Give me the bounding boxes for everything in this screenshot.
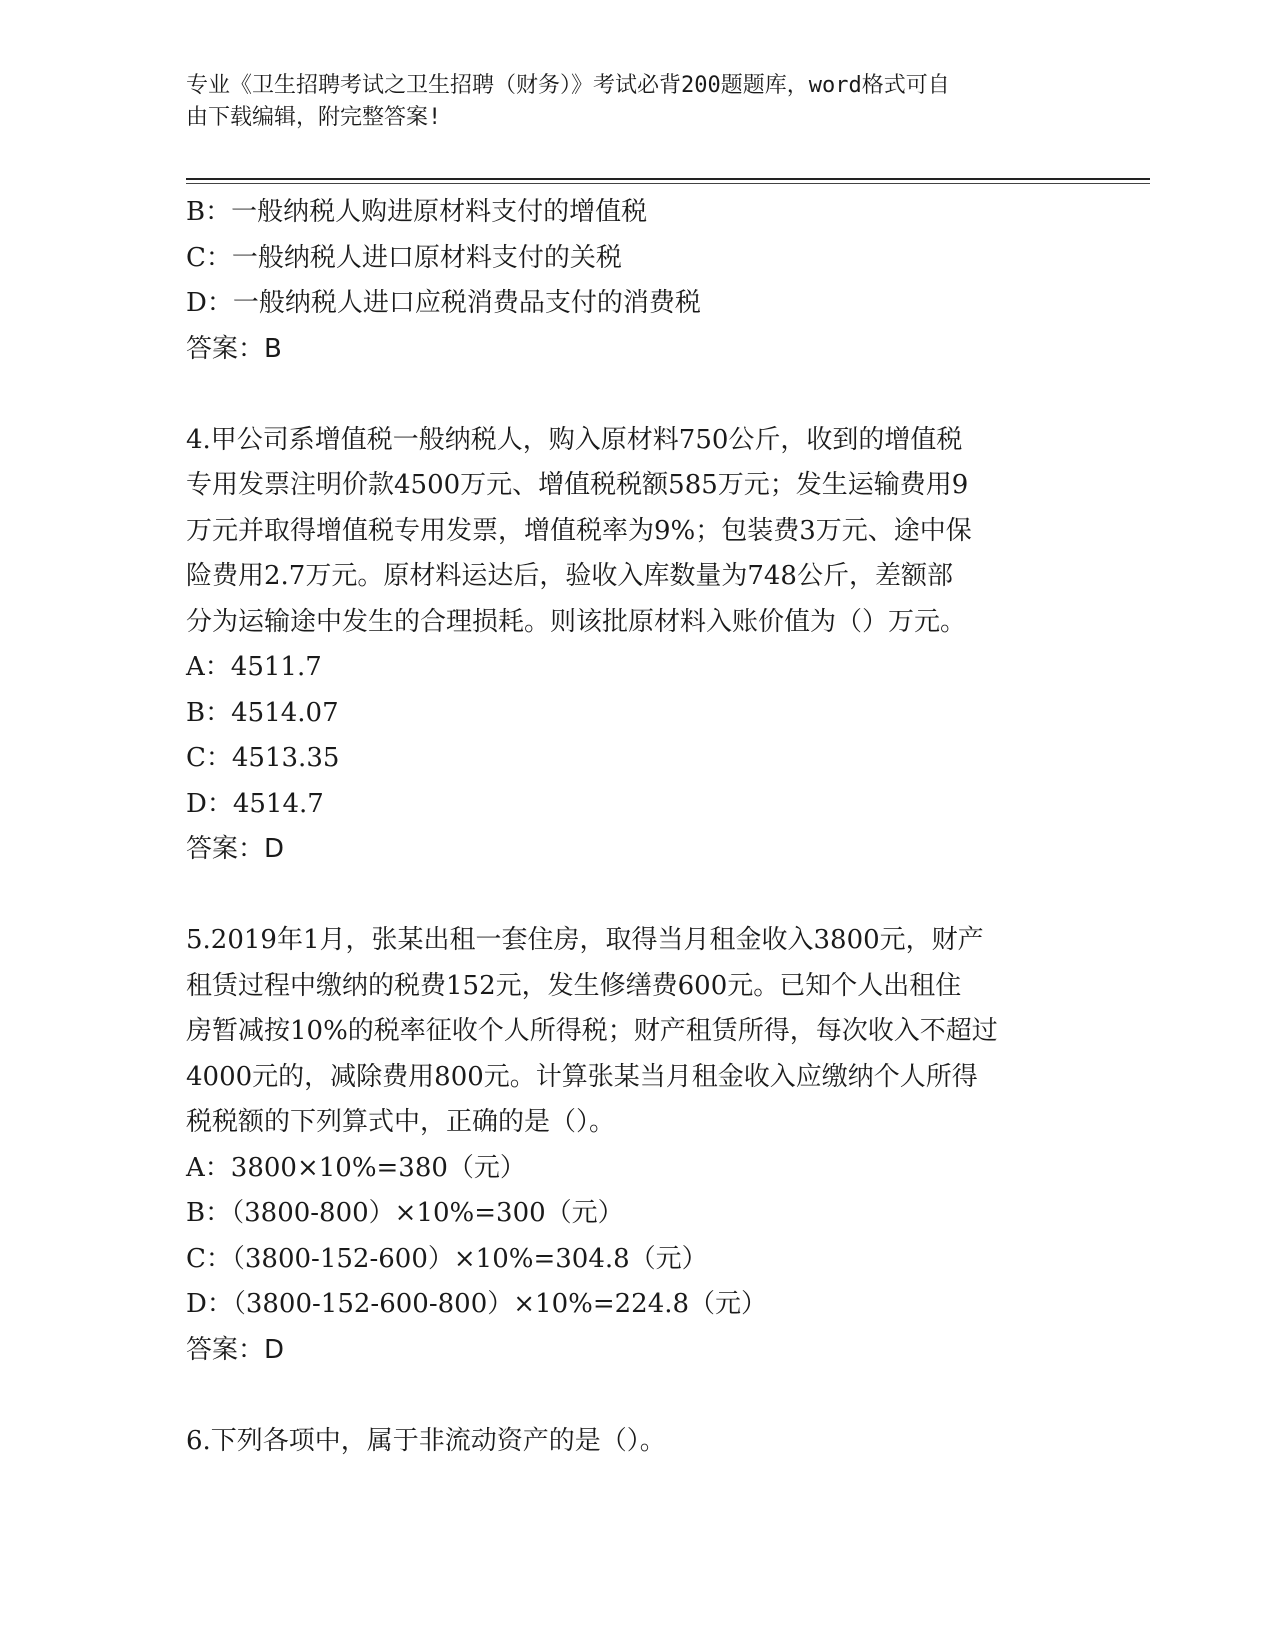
question-5-line-2: 租赁过程中缴纳的税费152元，发生修缮费600元。已知个人出租住: [186, 970, 962, 1001]
question-4-line-5: 分为运输途中发生的合理损耗。则该批原材料入账价值为（）万元。: [186, 606, 967, 637]
option-a: A：3800×10%=380（元）: [186, 1152, 526, 1183]
question-6-line-1: 6.下列各项中，属于非流动资产的是（）。: [186, 1425, 666, 1456]
answer-line: 答案：D: [186, 834, 285, 864]
question-4-line-3: 万元并取得增值税专用发票，增值税率为9%；包装费3万元、途中保: [186, 515, 972, 546]
question-5-line-3: 房暂减按10%的税率征收个人所得税；财产租赁所得，每次收入不超过: [186, 1016, 998, 1046]
question-6-block: [186, 1419, 1086, 1465]
header-line-1: 专业《卫生招聘考试之卫生招聘（财务）》考试必背200题题库，word格式可自: [186, 73, 950, 98]
question-5-line-4: 4000元的，减除费用800元。计算张某当月租金收入应缴纳个人所得: [186, 1061, 978, 1092]
header-rule-thick: [186, 178, 1150, 180]
spacer: [186, 873, 1086, 919]
option-c: C：（3800-152-600）×10%=304.8（元）: [186, 1243, 708, 1274]
question-4-block: [186, 418, 1086, 873]
question-5-block: [186, 918, 1086, 1373]
question-4-line-4: 险费用2.7万元。原材料运达后，验收入库数量为748公斤，差额部: [186, 561, 953, 591]
option-d: D：一般纳税人进口应税消费品支付的消费税: [186, 288, 701, 318]
question-4-line-1: 4.甲公司系增值税一般纳税人，购入原材料750公斤，收到的增值税: [186, 424, 963, 455]
option-c: C：一般纳税人进口原材料支付的关税: [186, 242, 622, 273]
option-a: A：4511.7: [186, 652, 322, 682]
spacer: [186, 1373, 1086, 1419]
question-5-line-1: 5.2019年1月，张某出租一套住房，取得当月租金收入3800元，财产: [186, 925, 984, 955]
option-b: B：一般纳税人购进原材料支付的增值税: [186, 197, 648, 227]
answer-line: 答案：D: [186, 1334, 285, 1365]
question-content: [186, 190, 1086, 1464]
answer-line: 答案：B: [186, 333, 282, 364]
header-line-2: 由下载编辑，附完整答案!: [186, 105, 442, 130]
prev-question-block: [186, 190, 1086, 372]
header-rule-thin: [186, 183, 1150, 184]
option-b: B：4514.07: [186, 697, 339, 728]
option-c: C：4513.35: [186, 743, 340, 773]
spacer: [186, 372, 1086, 418]
question-5-line-5: 税税额的下列算式中，正确的是（）。: [186, 1107, 616, 1137]
option-d: D：4514.7: [186, 788, 324, 819]
document-header: [186, 70, 1066, 134]
option-b: B：（3800-800）×10%=300（元）: [186, 1198, 624, 1228]
option-d: D：（3800-152-600-800）×10%=224.8（元）: [186, 1289, 768, 1319]
question-4-line-2: 专用发票注明价款4500万元、增值税税额585万元；发生运输费用9: [186, 470, 969, 500]
